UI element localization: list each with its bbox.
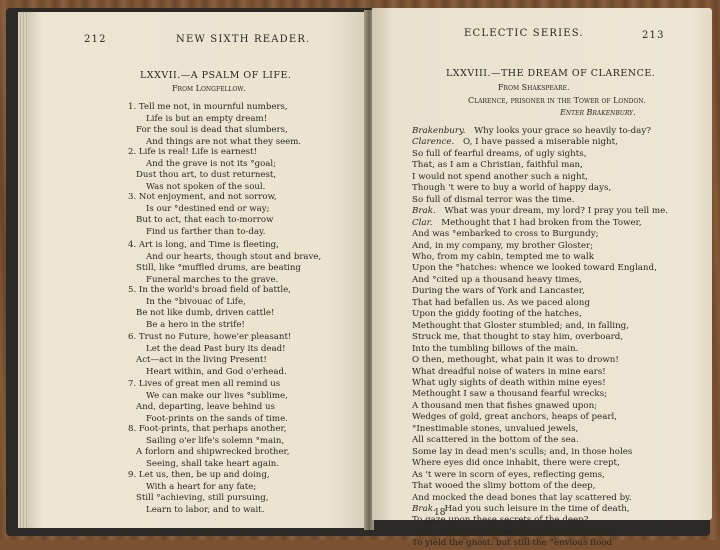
stanza xyxy=(128,379,288,425)
dialogue-line xyxy=(412,412,712,423)
dialogue-line xyxy=(412,195,712,206)
dialogue-line xyxy=(412,126,712,137)
line-text: °Inestimable stones, unvalued jewels, xyxy=(412,423,579,434)
dialogue-line xyxy=(412,504,712,515)
dialogue-line xyxy=(412,137,712,148)
line-text: Struck me, that thought to stay him, overboard, xyxy=(412,332,624,343)
dialogue-line xyxy=(412,286,712,297)
verse-line: Sailing o'er life's solemn °main, xyxy=(146,435,285,446)
line-text: What ugly sights of death within mine eyes! xyxy=(412,377,606,388)
verse-line: 3. Not enjoyment, and not sorrow, xyxy=(128,192,277,202)
dialogue-line xyxy=(412,206,712,217)
line-text: That, as I am a Christian, faithful man, xyxy=(412,160,583,171)
dialogue-line xyxy=(412,229,712,240)
dialogue-line xyxy=(412,298,712,309)
verse-line: A forlorn and shipwrecked brother, xyxy=(136,447,290,458)
verse-line: But to act, that each to-morrow xyxy=(136,215,274,226)
speaker-name: Clarence. xyxy=(412,137,455,148)
dialogue-line xyxy=(412,367,712,378)
verse-line: Let the dead Past bury its dead! xyxy=(146,343,286,354)
line-text: Methought I saw a thousand fearful wrecks; xyxy=(412,389,608,400)
verse-line: Learn to labor, and to wait. xyxy=(146,504,265,515)
dialogue-line xyxy=(412,458,712,469)
dialogue-line xyxy=(412,344,712,355)
line-text: And was °embarked to cross to Burgundy; xyxy=(412,229,599,240)
line-text: What was your dream, my lord? I pray you tell me. xyxy=(444,206,669,217)
verse-line: 8. Foot-prints, that perhaps another, xyxy=(128,424,287,434)
line-text: All scattered in the bottom of the sea. xyxy=(412,435,579,446)
line-text: Upon the °hatches: whence we looked toward England, xyxy=(412,263,657,274)
verse-line: Life is but an empty dream! xyxy=(146,113,268,124)
dialogue-line xyxy=(412,275,712,286)
line-text: And °cited up a thousand heavy times, xyxy=(412,274,582,285)
line-text: Upon the giddy footing of the hatches, xyxy=(412,309,582,320)
dialogue-line xyxy=(412,263,712,274)
speaker-name: Clar. xyxy=(412,217,433,228)
speaker-name: Brak. xyxy=(412,503,436,514)
dialogue-line xyxy=(412,183,712,194)
dialogue-line xyxy=(412,149,712,160)
line-text: Wedges of gold, great anchors, heaps of pearl, xyxy=(412,412,618,423)
dialogue-line xyxy=(412,309,712,320)
line-text: Who, from my cabin, tempted me to walk xyxy=(412,251,594,262)
verse-line: Seeing, shall take heart again. xyxy=(146,458,280,469)
verse-line: Is our °destined end or way; xyxy=(146,203,270,214)
line-text: Where eyes did once inhabit, there were crept, xyxy=(412,458,620,469)
verse-line: Act—act in the living Present! xyxy=(136,355,267,366)
dialogue-line xyxy=(412,218,712,229)
stanza xyxy=(128,424,289,470)
verse-line: Dust thou art, to dust returnest, xyxy=(136,170,277,181)
lesson-title-clarence: LXXVIII.—THE DREAM OF CLARENCE. xyxy=(446,68,656,79)
dialogue-line xyxy=(412,538,712,549)
verse-line: 4. Art is long, and Time is fleeting, xyxy=(128,240,279,250)
stanza xyxy=(128,240,321,286)
verse-line: Funeral marches to the grave. xyxy=(146,274,279,285)
dialogue-line xyxy=(412,252,712,263)
line-text: That wooed the slimy bottom of the deep, xyxy=(412,481,596,492)
verse-line: 9. Let us, then, be up and doing, xyxy=(128,470,270,480)
verse-line: Still, like °muffled drums, are beating xyxy=(136,263,301,274)
verse-line: And our hearts, though stout and brave, xyxy=(146,251,322,262)
verse-line: Be not like dumb, driven cattle! xyxy=(136,308,275,319)
verse-line: We can make our lives °sublime, xyxy=(146,390,288,401)
line-text: A thousand men that fishes gnawed upon; xyxy=(412,400,598,411)
dialogue-line xyxy=(412,424,712,435)
speaker-name: Brakenbury. xyxy=(412,126,466,136)
right-running-header: ECLECTIC SERIES. xyxy=(464,28,584,39)
line-text: And, in my company, my brother Gloster; xyxy=(412,240,594,251)
verse-line: Be a hero in the strife! xyxy=(146,319,245,330)
line-text: What dreadful noise of waters in mine ears! xyxy=(412,366,606,377)
stanza xyxy=(128,470,270,516)
dialogue-line xyxy=(412,160,712,171)
stanza xyxy=(128,332,291,378)
lesson-source-psalm: From Longfellow. xyxy=(172,84,247,93)
line-text: Into the tumbling billows of the main. xyxy=(412,343,579,354)
stage-direction: Enter Brakenbury. xyxy=(560,108,636,117)
line-text: I would not spend another such a night, xyxy=(412,171,588,182)
line-text: O, I have passed a miserable night, xyxy=(462,137,618,148)
verse-line: 7. Lives of great men all remind us xyxy=(128,379,281,389)
dialogue-line xyxy=(412,481,712,492)
verse-line: And the grave is not its °goal; xyxy=(146,158,277,169)
verse-line: Still °achieving, still pursuing, xyxy=(136,493,269,504)
scene-setting: Clarence, prisoner in the Tower of London. xyxy=(468,96,647,105)
verse-line: 1. Tell me not, in mournful numbers, xyxy=(128,102,288,112)
verse-line: With a heart for any fate; xyxy=(146,481,257,492)
dialogue-line xyxy=(412,435,712,446)
dialogue-line xyxy=(412,241,712,252)
verse-line: And, departing, leave behind us xyxy=(136,402,275,413)
left-page xyxy=(28,12,366,528)
right-page xyxy=(372,8,712,549)
stanza xyxy=(128,147,276,193)
verse-line: 5. In the world's broad field of battle, xyxy=(128,285,291,295)
line-text: And mocked the dead bones that lay scattered by. xyxy=(412,492,632,503)
verse-line: Find us farther than to-day. xyxy=(146,226,266,237)
dialogue-line xyxy=(412,355,712,366)
left-page-number: 212 xyxy=(84,34,107,45)
dialogue-line xyxy=(412,378,712,389)
verse-line: Heart within, and God o'erhead. xyxy=(146,366,287,377)
dialogue-line xyxy=(412,493,712,504)
line-text: To yield the ghost: but still the °envious flood xyxy=(412,538,613,549)
verse-line: In the °bivouac of Life, xyxy=(146,296,246,307)
line-text: So full of dismal terror was the time. xyxy=(412,194,575,205)
line-text: During the wars of York and Lancaster, xyxy=(412,286,585,297)
dialogue-line xyxy=(412,389,712,400)
dialogue-line xyxy=(412,470,712,481)
verse-line: 2. Life is real! Life is earnest! xyxy=(128,147,258,157)
line-text: So full of fearful dreams, of ugly sights, xyxy=(412,148,587,159)
stanza xyxy=(128,192,277,238)
left-running-header: NEW SIXTH READER. xyxy=(176,34,311,45)
dialogue-line xyxy=(412,401,712,412)
dialogue-line xyxy=(412,172,712,183)
line-text: That had befallen us. As we paced along xyxy=(412,297,590,308)
dialogue-line xyxy=(412,321,712,332)
lesson-source-clarence: From Shakspeare. xyxy=(498,83,570,92)
line-text: Had you such leisure in the time of death, xyxy=(444,503,630,514)
line-text: As 't were in scorn of eyes, reflecting gems, xyxy=(412,469,605,480)
line-text: Though 't were to buy a world of happy days, xyxy=(412,183,612,194)
verse-line: Foot-prints on the sands of time. xyxy=(146,413,288,424)
play-dialogue xyxy=(412,126,712,550)
verse-line: And things are not what they seem. xyxy=(146,136,302,147)
speaker-name: Brak. xyxy=(412,206,436,217)
lesson-title-psalm: LXXVII.—A PSALM OF LIFE. xyxy=(140,70,292,81)
line-text: Why looks your grace so heavily to-day? xyxy=(474,126,651,136)
signature-mark: 18 xyxy=(434,508,446,518)
line-text: Methought that I had broken from the Tower, xyxy=(441,217,642,228)
dialogue-line xyxy=(412,332,712,343)
line-text: Methought I had; and often did I strive xyxy=(441,526,614,537)
stanza xyxy=(128,285,291,331)
verse-line: Was not spoken of the soul. xyxy=(146,181,266,192)
line-text: To gaze upon these secrets of the deep? xyxy=(412,515,589,526)
verse-line: 6. Trust no Future, howe'er pleasant! xyxy=(128,332,292,342)
dialogue-line xyxy=(412,447,712,458)
dialogue-line xyxy=(412,515,712,526)
speaker-name: Clar. xyxy=(412,526,433,537)
verse-line: For the soul is dead that slumbers, xyxy=(136,125,288,136)
line-text: Some lay in dead men's sculls; and, in those holes xyxy=(412,446,633,457)
right-page-number: 213 xyxy=(642,30,665,41)
dialogue-line xyxy=(412,527,712,538)
line-text: O then, methought, what pain it was to drown! xyxy=(412,355,619,366)
stanza xyxy=(128,102,301,148)
line-text: Methought that Gloster stumbled; and, in falling, xyxy=(412,320,629,331)
